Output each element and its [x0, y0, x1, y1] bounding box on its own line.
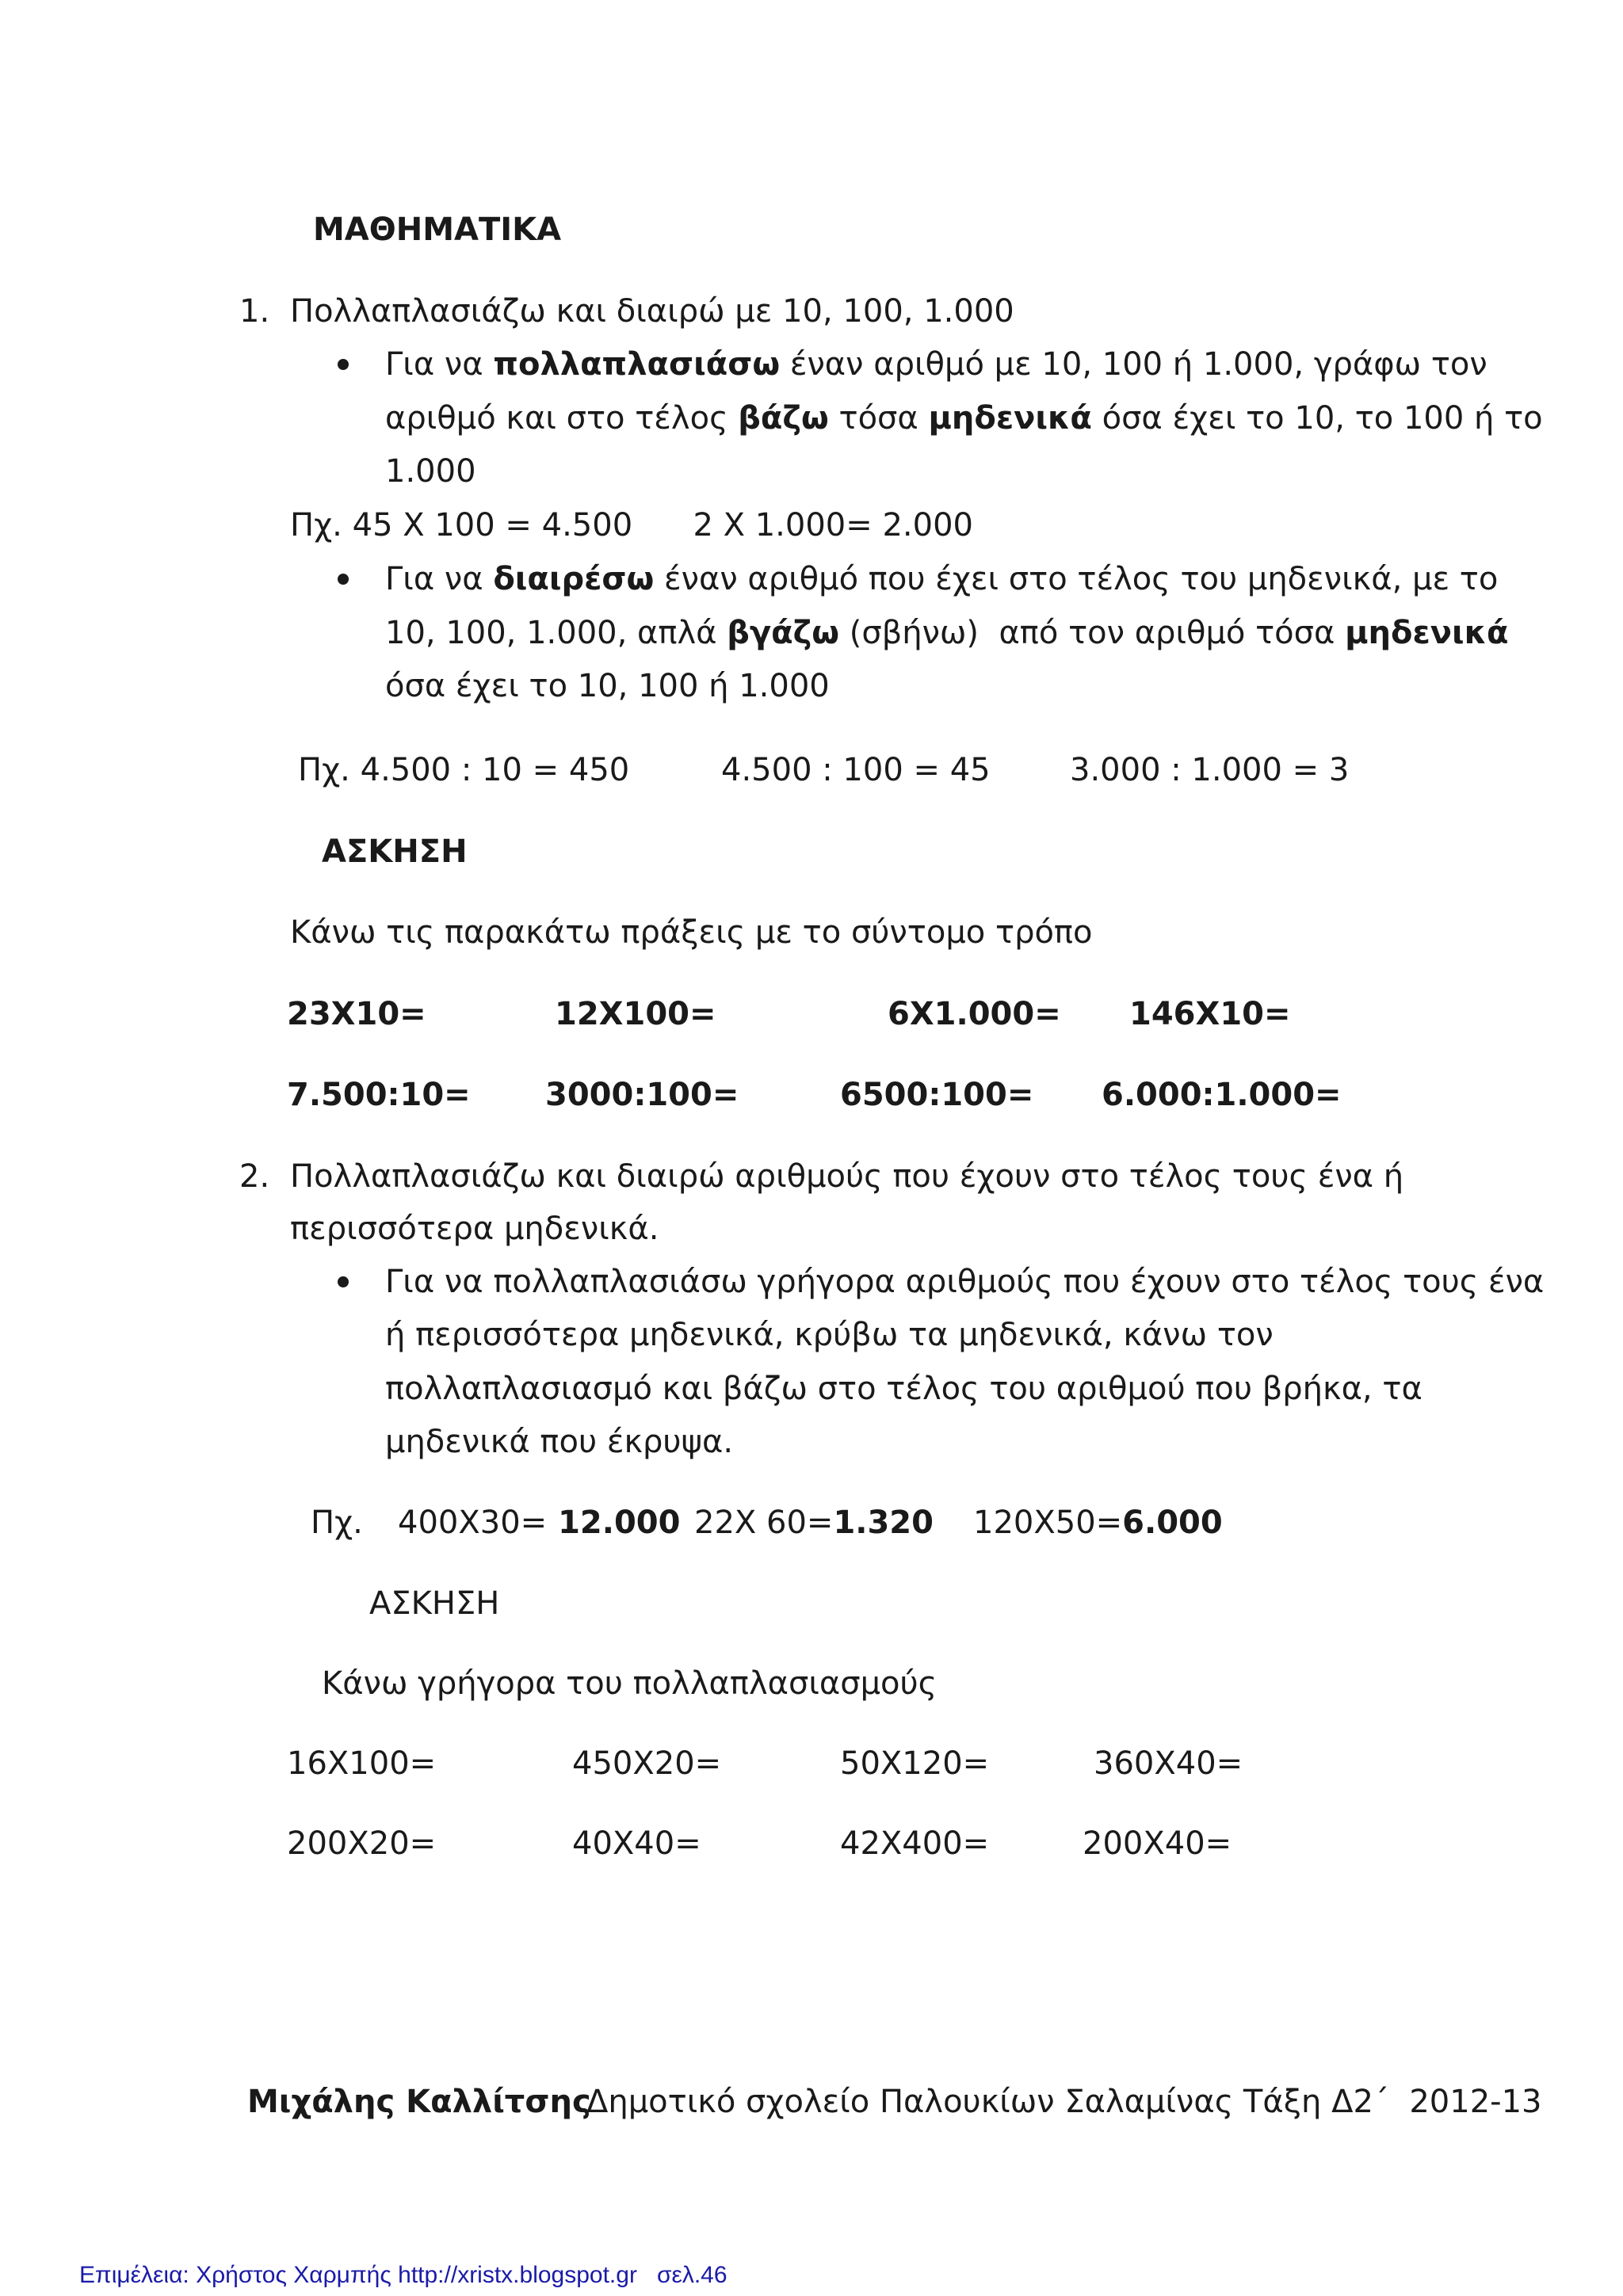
exercise2-item: 360Χ40= [1094, 1745, 1243, 1782]
exercise2-item: 42Χ400= [840, 1825, 990, 1862]
exercise2-item: 50Χ120= [840, 1745, 990, 1782]
section2-exercise-title: ΑΣΚΗΣΗ [369, 1585, 500, 1622]
bullet-icon [338, 359, 349, 370]
section1-bullet1-line1: Για να πολλαπλασιάσω έναν αριθμό με 10, 100 ή 1.000, γράφω τον [385, 346, 1487, 383]
exercise1-item: 3000:100= [545, 1077, 739, 1113]
bullet-icon [338, 574, 349, 585]
section2-bullet-line4: μηδενικά που έκρυψα. [385, 1424, 734, 1460]
exercise1-item: 23Χ10= [287, 996, 426, 1032]
section2-heading-line1: Πολλαπλασιάζω και διαιρώ αριθμούς που έχουν στο τέλος τους ένα ή [290, 1158, 1404, 1195]
section2-example-b: 22Χ 60=1.320 [694, 1505, 934, 1541]
section2-number: 2. [239, 1158, 270, 1195]
section1-example2-c: 3.000 : 1.000 = 3 [1070, 752, 1350, 788]
section2-heading-line2: περισσότερα μηδενικά. [290, 1211, 659, 1247]
exercise2-item: 40Χ40= [572, 1825, 701, 1862]
section2-bullet-line3: πολλαπλασιασμό και βάζω στο τέλος του αριθμού που βρήκα, τα [385, 1371, 1423, 1407]
exercise1-item: 6Χ1.000= [888, 996, 1061, 1032]
section1-number: 1. [239, 293, 270, 330]
exercise1-item: 12Χ100= [555, 996, 716, 1032]
section1-example2-b: 4.500 : 100 = 45 [721, 752, 991, 788]
section1-bullet2-line3: όσα έχει το 10, 100 ή 1.000 [385, 668, 830, 704]
section2-bullet-line1: Για να πολλαπλασιάσω γρήγορα αριθμούς που έχουν στο τέλος τους ένα [385, 1264, 1545, 1300]
exercise2-item: 16Χ100= [287, 1745, 437, 1782]
section1-bullet1-line2: αριθμό και στο τέλος βάζω τόσα μηδενικά όσα έχει το 10, το 100 ή το [385, 400, 1543, 437]
section1-bullet1-line3: 1.000 [385, 453, 476, 490]
exercise1-item: 6.000:1.000= [1102, 1077, 1342, 1113]
section1-example2-a: Πχ. 4.500 : 10 = 450 [298, 752, 630, 788]
page-title: ΜΑΘΗΜΑΤΙΚΑ [313, 212, 562, 248]
section2-exercise-instruction: Κάνω γρήγορα του πολλαπλασιασμούς [322, 1665, 938, 1702]
section2-example-prefix: Πχ. [311, 1505, 363, 1541]
exercise1-item: 6500:100= [840, 1077, 1034, 1113]
section2-example-c: 120Χ50=6.000 [973, 1505, 1223, 1541]
section1-example1: Πχ. 45 Χ 100 = 4.500 2 Χ 1.000= 2.000 [290, 507, 973, 543]
exercise2-item: 450Χ20= [572, 1745, 722, 1782]
bullet-icon [338, 1276, 349, 1287]
exercise2-item: 200Χ20= [287, 1825, 437, 1862]
school-info: Δημοτικό σχολείο Παλουκίων Σαλαμίνας Τάξη Δ2΄ 2012-13 [586, 2084, 1542, 2120]
section2-bullet-line2: ή περισσότερα μηδενικά, κρύβω τα μηδενικά, κάνω τον [385, 1317, 1274, 1353]
exercise1-item: 146Χ10= [1129, 996, 1291, 1032]
section1-exercise-title: ΑΣΚΗΣΗ [322, 833, 468, 870]
section1-bullet2-line1: Για να διαιρέσω έναν αριθμό που έχει στο τέλος του μηδενικά, με το [385, 561, 1499, 597]
section2-example-a: 400Χ30= 12.000 [398, 1505, 681, 1541]
section1-exercise-instruction: Κάνω τις παρακάτω πράξεις με το σύντομο τρόπο [290, 914, 1093, 951]
author-name: Μιχάλης Καλλίτσης [247, 2084, 591, 2120]
footer-credit: Επιμέλεια: Χρήστος Χαρμπής http://xristx.blogspot.gr σελ.46 [79, 2262, 727, 2288]
exercise1-item: 7.500:10= [287, 1077, 471, 1113]
section1-bullet2-line2: 10, 100, 1.000, απλά βγάζω (σβήνω) από τον αριθμό τόσα μηδενικά [385, 615, 1509, 651]
section1-heading: Πολλαπλασιάζω και διαιρώ με 10, 100, 1.000 [290, 293, 1014, 330]
exercise2-item: 200Χ40= [1083, 1825, 1232, 1862]
